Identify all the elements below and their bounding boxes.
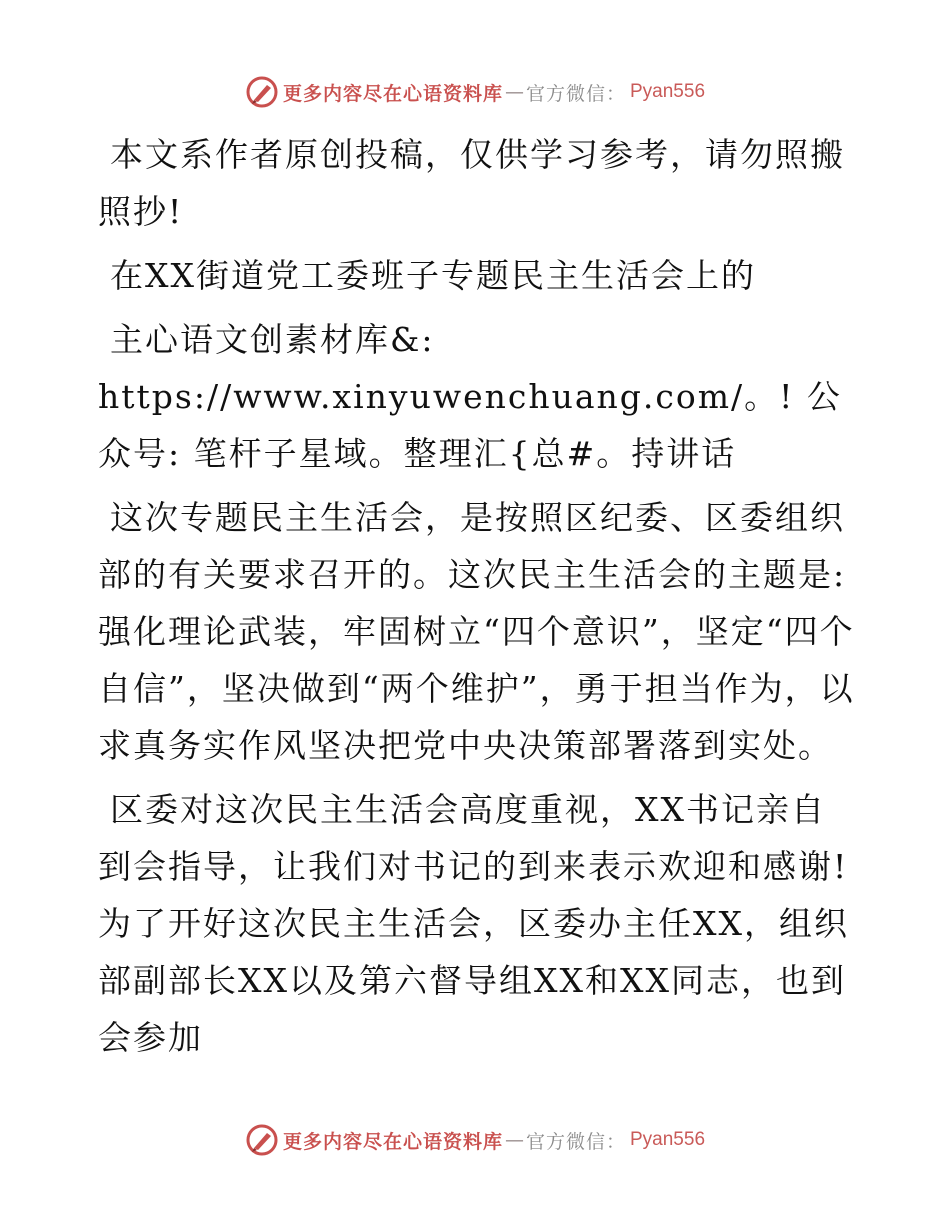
watermark-dash: — [504, 81, 524, 103]
header-watermark [0, 72, 950, 112]
pen-logo-icon [245, 1123, 279, 1157]
document-body [98, 126, 858, 1073]
watermark-dash: — [504, 1129, 524, 1151]
watermark-account: Pyan556 [630, 81, 706, 102]
footer-watermark [0, 1120, 950, 1160]
watermark-account: Pyan556 [630, 1129, 706, 1150]
paragraph-body-2: 区委对这次民主生活会高度重视，XX书记亲自到会指导，让我们对书记的到来表示欢迎和感谢! 为了开好这次民主生活会，区委办主任XX，组织部副部长XX以及第六督导组XX和XX同志，也到会参加 [98, 790, 849, 1057]
paragraph-body-1: 这次专题民主生活会，是按照区纪委、区委组织部的有关要求召开的。这次民主生活会的主题是:强化理论武装，牢固树立“四个意识”，坚定“四个自信”，坚决做到“两个维护”，勇于担当作为，以求真务实作风坚决把党中央决策部署落到实处。 [98, 498, 855, 765]
watermark-brand: 更多内容尽在心语资料库 [282, 1130, 503, 1153]
watermark-brand: 更多内容尽在心语资料库 [282, 82, 503, 105]
pen-logo-icon [245, 75, 279, 109]
watermark-label: 官方微信： [525, 1130, 626, 1153]
paragraph-title: 在XX街道党工委班子专题民主生活会上的 [110, 256, 756, 295]
paragraph-notice: 本文系作者原创投稿，仅供学习参考，请勿照搬照抄! [98, 135, 845, 231]
paragraph-source: 主心语文创素材库&: https://www.xinyuwenchuang.com/。! 公众号: 笔杆子星域。整理汇{总#。持讲话 [98, 320, 842, 473]
watermark-label: 官方微信： [525, 82, 626, 105]
